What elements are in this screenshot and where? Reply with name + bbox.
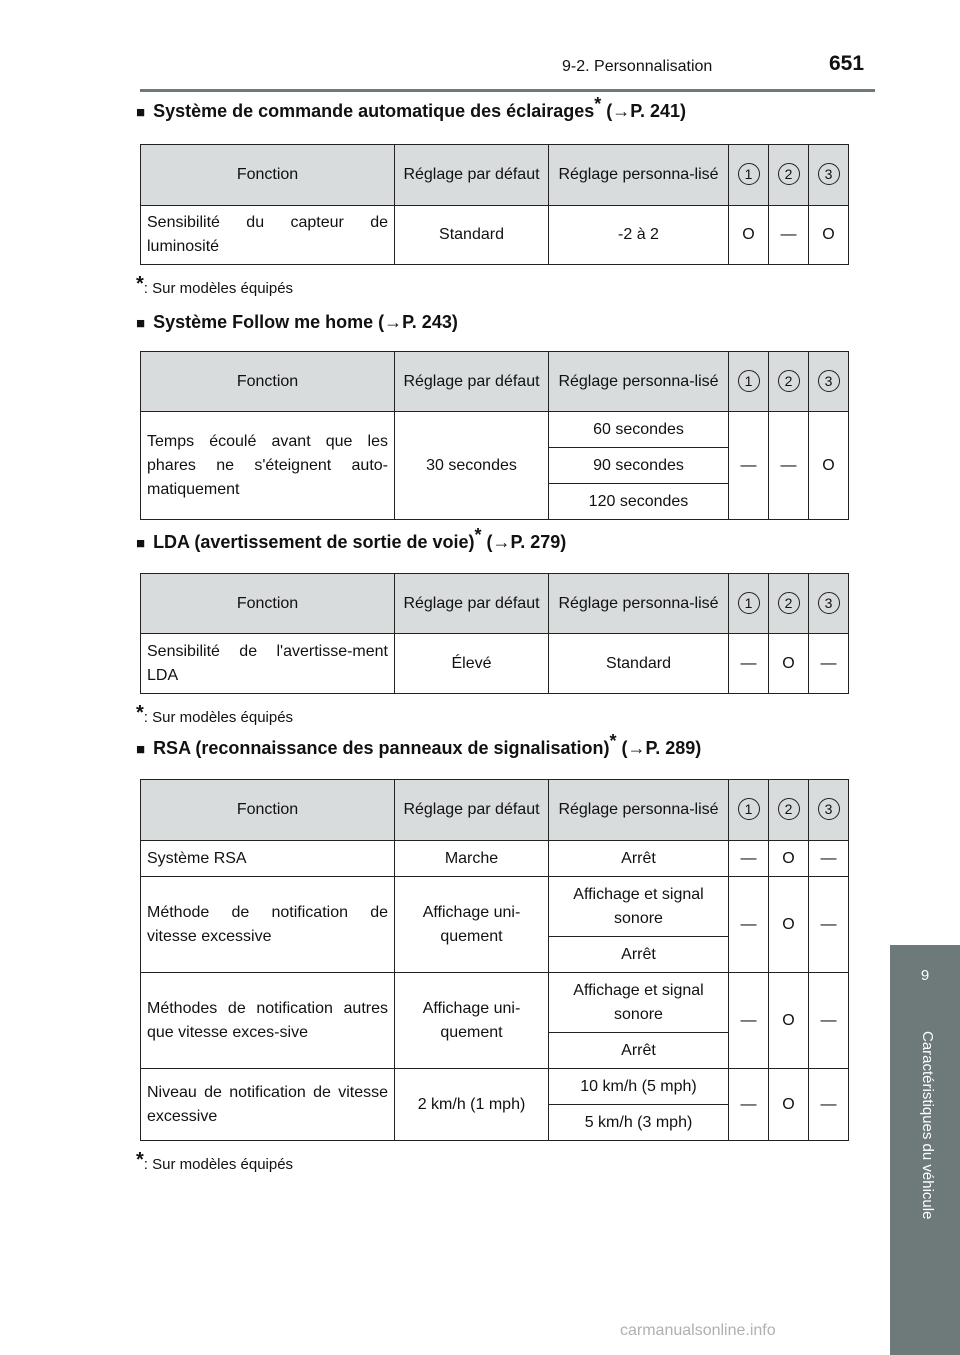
cell-defaut: Élevé — [395, 634, 549, 694]
table-row — [141, 973, 849, 1033]
cell-perso: 120 secondes — [549, 484, 729, 520]
header-personnalise: Réglage personna-lisé — [549, 574, 729, 634]
page-reference: (→P. 289) — [616, 738, 702, 758]
cell-mark-2: O — [769, 841, 809, 877]
table-row — [141, 877, 849, 937]
cell-perso: Arrêt — [549, 937, 729, 973]
circle-2-icon: 2 — [778, 798, 800, 820]
cell-fonction: Sensibilité du capteur de luminosité — [141, 206, 395, 265]
header-circle-3 — [809, 574, 849, 634]
circle-1-icon: 1 — [738, 798, 760, 820]
circle-2-icon: 2 — [778, 370, 800, 392]
header-fonction: Fonction — [141, 352, 395, 412]
header-circle-2 — [769, 352, 809, 412]
cell-mark-3: — — [809, 877, 849, 973]
cell-perso: 60 secondes — [549, 412, 729, 448]
settings-table — [140, 779, 849, 1141]
circle-1-icon: 1 — [738, 163, 760, 185]
header-fonction: Fonction — [141, 145, 395, 206]
header-circle-2 — [769, 780, 809, 841]
section-heading — [136, 312, 458, 333]
circle-3-icon: 3 — [818, 592, 840, 614]
cell-mark-1: — — [729, 412, 769, 520]
cell-perso: Standard — [549, 634, 729, 694]
heading-title: RSA (reconnaissance des panneaux de signalisation) — [153, 738, 610, 758]
cell-mark-3: — — [809, 1069, 849, 1141]
cell-defaut: Affichage uni-quement — [395, 877, 549, 973]
footnote — [136, 702, 294, 728]
cell-mark-2: O — [769, 634, 809, 694]
cell-perso: 90 secondes — [549, 448, 729, 484]
table-row — [141, 206, 849, 265]
circle-1-icon: 1 — [738, 370, 760, 392]
cell-fonction: Niveau de notification de vitesse excessive — [141, 1069, 395, 1141]
circle-3-icon: 3 — [818, 798, 840, 820]
header-fonction: Fonction — [141, 574, 395, 634]
footnote-star: * — [136, 1149, 144, 1171]
circle-2-icon: 2 — [778, 592, 800, 614]
chapter-tab — [890, 945, 960, 1355]
cell-mark-2: — — [769, 412, 809, 520]
cell-perso: Affichage et signal sonore — [549, 973, 729, 1033]
cell-mark-1: — — [729, 877, 769, 973]
cell-mark-2: O — [769, 877, 809, 973]
header-defaut: Réglage par défaut — [395, 145, 549, 206]
heading-title: LDA (avertissement de sortie de voie) — [153, 532, 475, 552]
cell-defaut: Marche — [395, 841, 549, 877]
heading-title: Système Follow me home (→P. 243) — [153, 312, 458, 332]
table-row — [141, 1069, 849, 1105]
header-circle-1 — [729, 780, 769, 841]
cell-mark-2: O — [769, 973, 809, 1069]
heading-title: Système de commande automatique des éclairages — [153, 101, 595, 121]
cell-perso: 5 km/h (3 mph) — [549, 1105, 729, 1141]
section-heading — [136, 94, 686, 122]
footnote-text: : Sur modèles équipés — [143, 709, 294, 726]
circle-2-icon: 2 — [778, 163, 800, 185]
cell-defaut: Affichage uni-quement — [395, 973, 549, 1069]
cell-mark-1: — — [729, 1069, 769, 1141]
cell-mark-1: — — [729, 841, 769, 877]
page-reference: (→P. 279) — [481, 532, 567, 552]
table-header-row — [141, 780, 849, 841]
footnote — [136, 273, 294, 299]
settings-table — [140, 144, 849, 265]
cell-fonction: Méthodes de notification autres que vitesse exces-sive — [141, 973, 395, 1069]
cell-mark-3: — — [809, 841, 849, 877]
cell-defaut: 30 secondes — [395, 412, 549, 520]
cell-perso: Arrêt — [549, 841, 729, 877]
header-personnalise: Réglage personna-lisé — [549, 145, 729, 206]
cell-mark-3: — — [809, 973, 849, 1069]
bullet-square-icon: ■ — [136, 741, 146, 758]
footnote-star: * — [474, 525, 482, 545]
table-header-row — [141, 574, 849, 634]
cell-perso: Affichage et signal sonore — [549, 877, 729, 937]
cell-fonction: Sensibilité de l'avertisse-ment LDA — [141, 634, 395, 694]
settings-table — [140, 351, 849, 520]
section-title: 9-2. Personnalisation — [562, 58, 713, 75]
cell-mark-3: — — [809, 634, 849, 694]
footnote-star: * — [594, 94, 602, 114]
header-circle-1 — [729, 145, 769, 206]
cell-defaut: Standard — [395, 206, 549, 265]
section-heading — [136, 525, 567, 553]
bullet-square-icon: ■ — [136, 315, 146, 332]
table-header-row — [141, 145, 849, 206]
section-heading — [136, 731, 702, 759]
table-row — [141, 412, 849, 448]
footnote-text: : Sur modèles équipés — [143, 280, 294, 297]
chapter-label: Caractéristiques du véhicule — [919, 1031, 936, 1220]
cell-mark-1: O — [729, 206, 769, 265]
header-defaut: Réglage par défaut — [395, 780, 549, 841]
cell-fonction: Temps écoulé avant que les phares ne s'éteignent auto-matiquement — [141, 412, 395, 520]
header-circle-1 — [729, 352, 769, 412]
table-row — [141, 634, 849, 694]
header-circle-3 — [809, 145, 849, 206]
bullet-square-icon: ■ — [136, 104, 146, 121]
cell-fonction: Méthode de notification de vitesse excessive — [141, 877, 395, 973]
header-circle-2 — [769, 574, 809, 634]
footnote-star: * — [136, 702, 144, 724]
cell-perso: 10 km/h (5 mph) — [549, 1069, 729, 1105]
header-personnalise: Réglage personna-lisé — [549, 352, 729, 412]
cell-mark-1: — — [729, 634, 769, 694]
cell-defaut: 2 km/h (1 mph) — [395, 1069, 549, 1141]
cell-perso: Arrêt — [549, 1033, 729, 1069]
circle-1-icon: 1 — [738, 592, 760, 614]
cell-mark-3: O — [809, 206, 849, 265]
settings-table — [140, 573, 849, 694]
header-circle-1 — [729, 574, 769, 634]
watermark: carmanualsonline.info — [620, 1322, 776, 1339]
page-reference: (→P. 241) — [601, 101, 686, 121]
footnote — [136, 1149, 294, 1175]
header-personnalise: Réglage personna-lisé — [549, 780, 729, 841]
table-header-row — [141, 352, 849, 412]
circle-3-icon: 3 — [818, 370, 840, 392]
cell-mark-2: O — [769, 1069, 809, 1141]
circle-3-icon: 3 — [818, 163, 840, 185]
chapter-number: 9 — [920, 967, 930, 984]
footnote-text: : Sur modèles équipés — [143, 1156, 294, 1173]
header-circle-3 — [809, 780, 849, 841]
footnote-star: * — [609, 731, 617, 751]
bullet-square-icon: ■ — [136, 535, 146, 552]
table-row — [141, 841, 849, 877]
cell-mark-3: O — [809, 412, 849, 520]
header-rule — [140, 89, 875, 92]
header-defaut: Réglage par défaut — [395, 574, 549, 634]
header-defaut: Réglage par défaut — [395, 352, 549, 412]
cell-mark-2: — — [769, 206, 809, 265]
cell-perso: -2 à 2 — [549, 206, 729, 265]
footnote-star: * — [136, 273, 144, 295]
header-circle-2 — [769, 145, 809, 206]
page-number: 651 — [829, 52, 865, 75]
cell-fonction: Système RSA — [141, 841, 395, 877]
cell-mark-1: — — [729, 973, 769, 1069]
header-fonction: Fonction — [141, 780, 395, 841]
header-circle-3 — [809, 352, 849, 412]
